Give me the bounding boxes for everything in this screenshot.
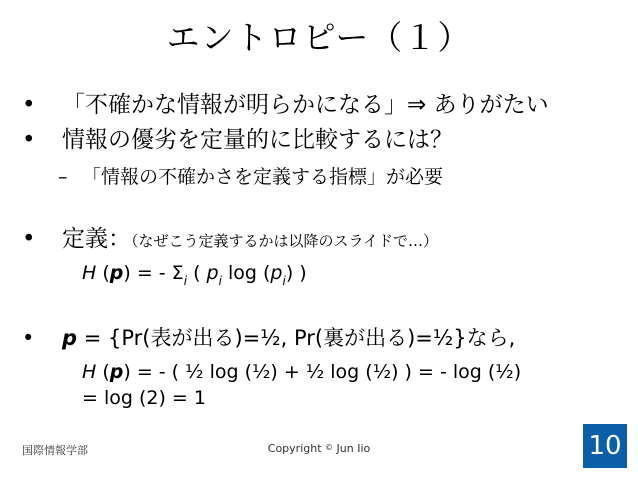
formula-sub-i: i xyxy=(282,274,286,288)
sub-bullet-text: 「情報の不確かさを定義する指標」が必要 xyxy=(82,166,444,188)
definition-note: （なぜこう定義するかは以降のスライドで…） xyxy=(131,232,439,250)
formula-text: = - ( ½ log (½) + ½ log (½) ) = - log (½) xyxy=(136,361,522,383)
example-p: p xyxy=(62,326,78,350)
bullet-marker: • xyxy=(22,226,36,252)
bullet-item-1 xyxy=(22,86,549,119)
formula-p-i: p xyxy=(270,262,283,284)
bullet-marker: • xyxy=(22,92,36,118)
formula-h: H xyxy=(82,262,97,284)
dash-marker: – xyxy=(58,166,68,188)
copyright-symbol: © xyxy=(325,443,334,452)
formula-h: H xyxy=(82,361,97,383)
example-formula: H (p) = - ( ½ log (½) + ½ log (½) ) = - log (½) xyxy=(82,361,522,383)
example-text: = {Pr(表が出る)=½, Pr(裏が出る)=½}なら, xyxy=(83,326,516,350)
bullet-text: 情報の優劣を定量的に比較するには？ xyxy=(62,127,453,153)
formula-sum: = - Σ xyxy=(136,262,184,284)
footer-department: 国際情報学部 xyxy=(22,444,88,457)
formula-p: p xyxy=(109,361,124,383)
formula-p-i: p xyxy=(206,262,219,284)
formula-log: log ( xyxy=(228,262,271,284)
example-item xyxy=(22,322,515,352)
footer-copyright: Copyright © Jun Iio xyxy=(267,442,371,455)
slide-title: エントロピー（１） xyxy=(166,18,472,57)
sub-bullet-item xyxy=(58,162,443,189)
formula-end: ) ) xyxy=(285,262,307,284)
bullet-text: 「不確かな情報が明らかになる」⇒ ありがたい xyxy=(62,92,549,118)
entropy-formula: H (p) = - $\Sigma_i$ ( $p_i$ $\log (p_i)$ ) xyxy=(82,262,307,288)
formula-p: p xyxy=(109,262,124,284)
example-result: = log (2) = 1 xyxy=(82,387,206,409)
formula-sub-i: i xyxy=(218,274,222,288)
formula-paren: ( xyxy=(193,262,201,284)
page-number: 10 xyxy=(583,424,627,468)
bullet-item-2 xyxy=(22,121,453,154)
bullet-marker: • xyxy=(22,127,36,153)
definition-label: 定義： xyxy=(62,226,131,252)
formula-sub-i: i xyxy=(183,274,188,288)
bullet-marker: • xyxy=(22,326,35,350)
definition-item xyxy=(22,220,438,253)
